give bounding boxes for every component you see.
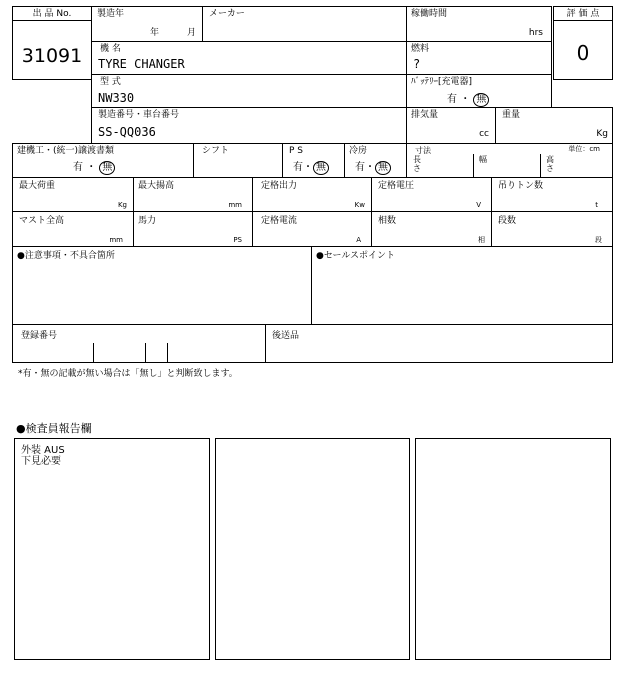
dimensions-cell <box>406 143 613 178</box>
fuel-label: 燃料 <box>411 44 430 54</box>
caution-notes-label: ●注意事項・不具合箇所 <box>17 251 115 261</box>
transfer-docs-label: 建機工・(統一)譲渡書類 <box>17 146 115 156</box>
rated-voltage-label: 定格電圧 <box>378 181 415 191</box>
length-label-top: 長 <box>413 155 421 164</box>
hoist-tons-label: 吊りトン数 <box>498 181 544 191</box>
serial-value: SS-QQ036 <box>98 125 156 139</box>
inspector-box-1 <box>14 438 210 660</box>
phase-count-cell <box>371 211 492 247</box>
maker-cell <box>202 6 407 42</box>
sales-points-cell <box>311 246 613 325</box>
battery-cell <box>406 74 552 108</box>
model-value: NW330 <box>98 91 135 105</box>
transfer-dot: ・ <box>86 162 97 173</box>
max-lift-cell <box>133 177 253 212</box>
battery-yes: 有 <box>447 94 457 105</box>
max-load-cell <box>12 177 134 212</box>
weight-label: 重量 <box>502 110 521 120</box>
year-unit: 年 <box>150 28 160 38</box>
mast-height-unit: mm <box>109 236 123 244</box>
year-label: 製造年 <box>97 9 125 19</box>
power-steering-label: P S <box>289 146 304 156</box>
transfer-docs-cell <box>12 143 194 178</box>
steps-cell <box>491 211 613 247</box>
score-label: 評 価 点 <box>566 9 600 19</box>
serial-label: 製造番号・車台番号 <box>98 110 180 120</box>
rated-current-unit: A <box>356 236 361 244</box>
power-steering-cell <box>282 143 345 178</box>
transfer-no-circled: 無 <box>99 161 115 175</box>
hours-label: 稼働時間 <box>411 9 448 19</box>
power-steering-choice <box>293 161 329 175</box>
hours-cell <box>406 6 552 42</box>
caution-notes-cell <box>12 246 312 325</box>
dimensions-unit: 単位：cm <box>568 145 600 153</box>
steps-unit: 段 <box>595 236 602 244</box>
rated-voltage-unit: V <box>476 201 481 209</box>
serial-cell <box>91 107 407 144</box>
max-load-unit: Kg <box>117 201 127 209</box>
lot-number-label: 出 品 No. <box>32 9 72 19</box>
rated-output-cell <box>252 177 372 212</box>
displacement-cell <box>406 107 496 144</box>
fuel-cell <box>406 41 552 75</box>
battery-choice <box>447 93 489 107</box>
battery-no-circled: 無 <box>473 93 489 107</box>
score-value: 0 <box>576 41 590 65</box>
machine-name-label: 機 名 <box>100 44 121 54</box>
phase-count-unit: 相 <box>478 236 485 244</box>
hoist-tons-unit: t <box>595 201 598 209</box>
ps-dot: ・ <box>303 162 313 173</box>
rated-voltage-cell <box>371 177 492 212</box>
ps-no-circled: 無 <box>313 161 329 175</box>
rated-current-label: 定格電流 <box>261 216 298 226</box>
registration-label: 登録番号 <box>21 331 58 341</box>
length-label-bottom: さ <box>413 164 421 173</box>
battery-dot: ・ <box>460 94 471 105</box>
mast-height-label: マスト全高 <box>19 216 65 226</box>
weight-unit: Kg <box>596 129 608 139</box>
max-lift-unit: mm <box>228 201 242 209</box>
model-cell <box>91 74 407 108</box>
height-label-bottom: さ <box>546 164 554 173</box>
transfer-docs-choice <box>73 161 115 175</box>
cooling-no-circled: 無 <box>375 161 391 175</box>
lot-number: 31091 <box>21 45 83 67</box>
dimensions-label: 寸法 <box>415 146 431 155</box>
height-label-top: 高 <box>546 155 554 164</box>
phase-count-label: 相数 <box>378 216 397 226</box>
inspector-box-2 <box>215 438 410 660</box>
year-cell <box>91 6 203 42</box>
horsepower-unit: PS <box>233 236 242 244</box>
weight-cell <box>495 107 613 144</box>
mast-height-cell <box>12 211 134 247</box>
cooling-cell <box>344 143 407 178</box>
cooling-dot: ・ <box>365 162 375 173</box>
month-unit: 月 <box>187 28 197 38</box>
inspector-report-title: ●検査員報告欄 <box>16 422 92 435</box>
hours-unit: hrs <box>528 28 543 38</box>
width-label: 幅 <box>479 155 487 164</box>
maker-label: メーカー <box>209 9 245 19</box>
cooling-choice <box>355 161 391 175</box>
registration-cell <box>12 324 266 363</box>
ps-yes: 有 <box>293 162 303 173</box>
inspector-line-2: 下見必要 <box>21 456 61 467</box>
inspector-line-1: 外装 AUS <box>21 445 65 456</box>
horsepower-cell <box>133 211 253 247</box>
footnote: *有・無の記載が無い場合は「無し」と判断致します。 <box>18 369 238 379</box>
steps-label: 段数 <box>498 216 517 226</box>
shipping-items-label: 後送品 <box>272 331 300 341</box>
horsepower-label: 馬力 <box>138 216 157 226</box>
displacement-unit: cc <box>479 129 489 139</box>
max-lift-label: 最大揚高 <box>138 181 175 191</box>
machine-name-cell <box>91 41 407 75</box>
rated-output-label: 定格出力 <box>261 181 298 191</box>
displacement-label: 排気量 <box>411 110 439 120</box>
machine-name: TYRE CHANGER <box>98 57 185 71</box>
cooling-label: 冷房 <box>349 146 368 156</box>
lot-number-cell <box>12 6 92 80</box>
transfer-yes: 有 <box>73 162 83 173</box>
battery-label: ﾊﾞｯﾃﾘｰ[充電器] <box>411 77 473 87</box>
rated-current-cell <box>252 211 372 247</box>
fuel-value: ? <box>413 57 421 71</box>
hoist-tons-cell <box>491 177 613 212</box>
model-label: 型 式 <box>100 77 121 87</box>
shipping-items-cell <box>265 324 613 363</box>
max-load-label: 最大荷重 <box>19 181 56 191</box>
inspector-box-3 <box>415 438 611 660</box>
cooling-yes: 有 <box>355 162 365 173</box>
score-cell <box>553 6 613 80</box>
rated-output-unit: Kw <box>354 201 365 209</box>
sales-points-label: ●セールスポイント <box>316 251 396 261</box>
shift-cell <box>193 143 283 178</box>
shift-label: シフト <box>202 146 230 156</box>
